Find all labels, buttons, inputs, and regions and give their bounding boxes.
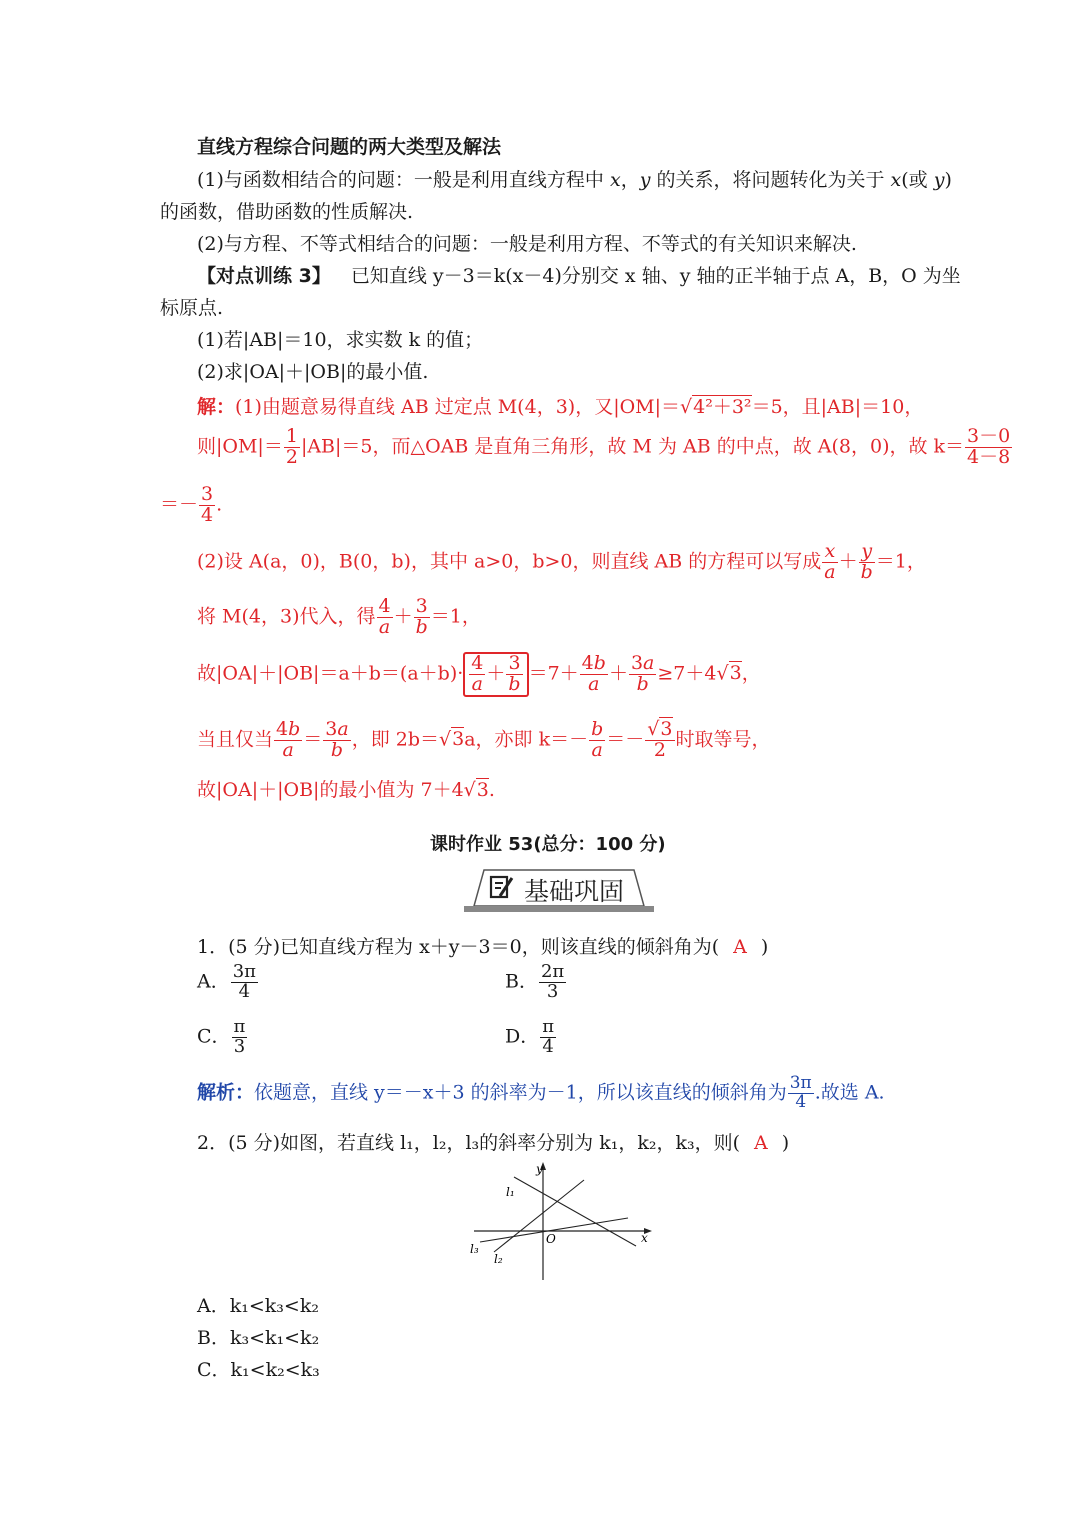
- solution-label: 解：: [197, 396, 236, 418]
- label-y: y: [536, 1162, 543, 1176]
- option-den: 4: [542, 1035, 554, 1057]
- paragraph-2: (2)与方程、不等式相结合的问题：一般是利用方程、不等式的有关知识来解决.: [197, 233, 857, 255]
- solution-line-2-b: |AB|＝5，而△OAB 是直角三角形，故 M 为 AB 的中点，故 A(8，0)，故 k＝: [300, 435, 965, 458]
- exercise-stem: [197, 261, 961, 288]
- solution-line-3: ＝－ $\frac{3}{4}$ .: [160, 483, 223, 526]
- fraction-4-a: $\frac{4}{a}$: [378, 595, 391, 638]
- paragraph-1: (1)与函数相结合的问题：一般是利用直线方程中 x，y 的关系，将问题转化为关于 x(或 y): [197, 169, 952, 191]
- fraction-x-a: $\frac{x}{a}$: [824, 540, 836, 583]
- sqrt-expression: 4²＋3²: [693, 396, 752, 418]
- option-num: π: [233, 1016, 246, 1037]
- solution-line-1-tail: ＝5，且|AB|＝10，: [751, 396, 924, 418]
- solution-line-1: 解：(1)由题意易得直线 AB 过定点 M(4，3)，又|OM|＝√4²＋3²＝5，且|AB|＝10，: [197, 396, 924, 418]
- question-1-answer: A: [733, 936, 747, 958]
- solution-line-7-d: ＝－: [606, 728, 645, 751]
- question-1-option-c: [197, 1018, 248, 1057]
- fraction-4b-a: $\frac{4b}{a}$: [581, 652, 606, 695]
- question-1-option-b: [505, 963, 567, 1002]
- question-2-text: 2．(5 分)如图，若直线 l₁，l₂，l₃的斜率分别为 k₁，k₂，k₃，则(: [197, 1132, 741, 1154]
- solution-line-1-text: (1)由题意易得直线 AB 过定点 M(4，3)，又|OM|＝: [235, 396, 681, 418]
- solution-line-5: 将 M(4，3)代入，得 $\frac{4}{a}$ ＋ $\frac{3}{b}$ ＝1，: [197, 595, 481, 638]
- fraction-3a-b: $\frac{3a}{b}$: [630, 652, 655, 695]
- solution-line-7-b: ，即 2b＝: [351, 728, 440, 751]
- solution-line-8: 故|OA|＋|OB|的最小值为 7＋4√3.: [197, 779, 495, 801]
- exercise-q1: (1)若|AB|＝10，求实数 k 的值；: [197, 329, 484, 351]
- question-2-option-b: B．k₃<k₁<k₂: [197, 1327, 320, 1349]
- banner-label: 基础巩固: [524, 877, 625, 906]
- solution-line-6-b: ＝7＋: [528, 662, 579, 685]
- exercise-q2: (2)求|OA|＋|OB|的最小值.: [197, 361, 429, 383]
- label-l3: l₃: [470, 1242, 479, 1256]
- question-2-close: ): [781, 1132, 790, 1154]
- label-origin: O: [546, 1232, 556, 1246]
- solution-line-4: (2)设 A(a，0)，B(0，b)，其中 a>0，b>0，则直线 AB 的方程可以写成 $\frac{x}{a}$ ＋ $\frac{y}{b}$ ＝1，: [197, 540, 926, 583]
- homework-title: 课时作业 53(总分：100 分): [430, 834, 666, 855]
- label-x: x: [641, 1231, 648, 1245]
- solution-line-7-a: 当且仅当: [197, 728, 274, 751]
- option-num: 3π: [232, 961, 257, 982]
- fraction-three-quarters: $\frac{3}{4}$: [201, 483, 214, 526]
- option-num: 2π: [540, 961, 565, 982]
- question-1-option-a: [197, 963, 259, 1002]
- solution-line-5-a: 将 M(4，3)代入，得: [197, 605, 376, 628]
- solution-line-7-e: 时取等号，: [675, 728, 771, 751]
- solution-line-7-c: a，亦即 k＝－: [464, 728, 589, 751]
- solution-line-4-b: ＝1，: [875, 550, 926, 573]
- solution-line-8-a: 故|OA|＋|OB|的最小值为 7＋4: [197, 779, 464, 801]
- fraction-half: $\frac{1}{2}$: [285, 425, 298, 468]
- option-den: 4: [238, 980, 251, 1002]
- option-label: B．: [505, 970, 538, 993]
- paragraph-1-text: (1)与函数相结合的问题：一般是利用直线方程中: [197, 169, 604, 191]
- option-label: D．: [505, 1025, 540, 1048]
- option-num: π: [542, 1016, 555, 1037]
- option-den: 3: [546, 980, 559, 1002]
- question-1-analysis: [197, 1075, 885, 1112]
- fraction-k: $\frac{3-0}{4-8}$: [967, 425, 1011, 468]
- notebook-pen-icon: [488, 874, 516, 902]
- section-title: 直线方程综合问题的两大类型及解法: [197, 136, 502, 158]
- fraction-y-b: $\frac{y}{b}$: [860, 540, 873, 583]
- paren-group: $\frac{4}{a}$ ＋ $\frac{3}{b}$: [463, 652, 528, 697]
- solution-line-2-a: 则|OM|＝: [197, 435, 283, 458]
- question-1-option-d: [505, 1018, 557, 1057]
- solution-line-6-c: ≥7＋4: [657, 662, 717, 685]
- question-2-option-a: A．k₁<k₃<k₂: [197, 1295, 319, 1317]
- fraction-3-b: $\frac{3}{b}$: [415, 595, 428, 638]
- paragraph-1-cont: 的函数，借助函数的性质解决.: [160, 201, 414, 223]
- label-l1: l₁: [506, 1185, 515, 1199]
- option-label: C．: [197, 1025, 231, 1048]
- solution-line-3-a: ＝－: [160, 493, 199, 516]
- solution-line-5-b: ＝1，: [430, 605, 481, 628]
- solution-line-2: [197, 427, 1013, 468]
- exercise-stem-text: 已知直线 y－3＝k(x－4)分别交 x 轴、y 轴的正半轴于点 A，B，O 为坐: [350, 265, 961, 287]
- question-2-stem: [197, 1128, 789, 1155]
- question-2-option-c: C．k₁<k₂<k₃: [197, 1359, 320, 1381]
- analysis-den: 4: [795, 1091, 807, 1112]
- question-1-close: ): [760, 936, 769, 958]
- solution-line-7: 当且仅当 $\frac{4b}{a}$ ＝ $\frac{3a}{b}$ ，即 2b＝√3a，亦即 k＝－ $\frac{b}{a}$ ＝－ $\frac{√3}{2}$ 时取等号，: [197, 718, 771, 761]
- analysis-text: 依题意，直线 y＝－x＋3 的斜率为－1，所以该直线的倾斜角为: [254, 1081, 787, 1104]
- solution-line-6-a: 故|OA|＋|OB|＝a＋b＝(a＋b)·: [197, 662, 464, 685]
- exercise-stem-cont: 标原点.: [160, 297, 224, 319]
- solution-line-6: 故|OA|＋|OB|＝a＋b＝(a＋b)· $\frac{4}{a}$ ＋ $\frac{3}{b}$ ＝7＋ $\frac{4b}{a}$ ＋ $\frac{3a}{b}$ ≥7＋4√3，: [197, 652, 761, 695]
- label-l2: l₂: [494, 1252, 503, 1266]
- lines-figure: [466, 1160, 656, 1285]
- analysis-label: 解析：: [197, 1081, 255, 1104]
- analysis-num: 3π: [789, 1073, 812, 1093]
- exercise-tag: 【对点训练 3】: [197, 265, 331, 287]
- option-den: 3: [233, 1035, 246, 1057]
- analysis-tail: .故选 A.: [814, 1081, 885, 1104]
- question-1-text: 1．(5 分)已知直线方程为 x＋y－3＝0，则该直线的倾斜角为(: [197, 936, 720, 958]
- option-label: A．: [197, 970, 230, 993]
- solution-line-4-a: (2)设 A(a，0)，B(0，b)，其中 a>0，b>0，则直线 AB 的方程可以写成: [197, 550, 822, 573]
- section-banner: [464, 866, 654, 912]
- question-2-answer: A: [754, 1132, 768, 1154]
- question-1-stem: [197, 932, 768, 959]
